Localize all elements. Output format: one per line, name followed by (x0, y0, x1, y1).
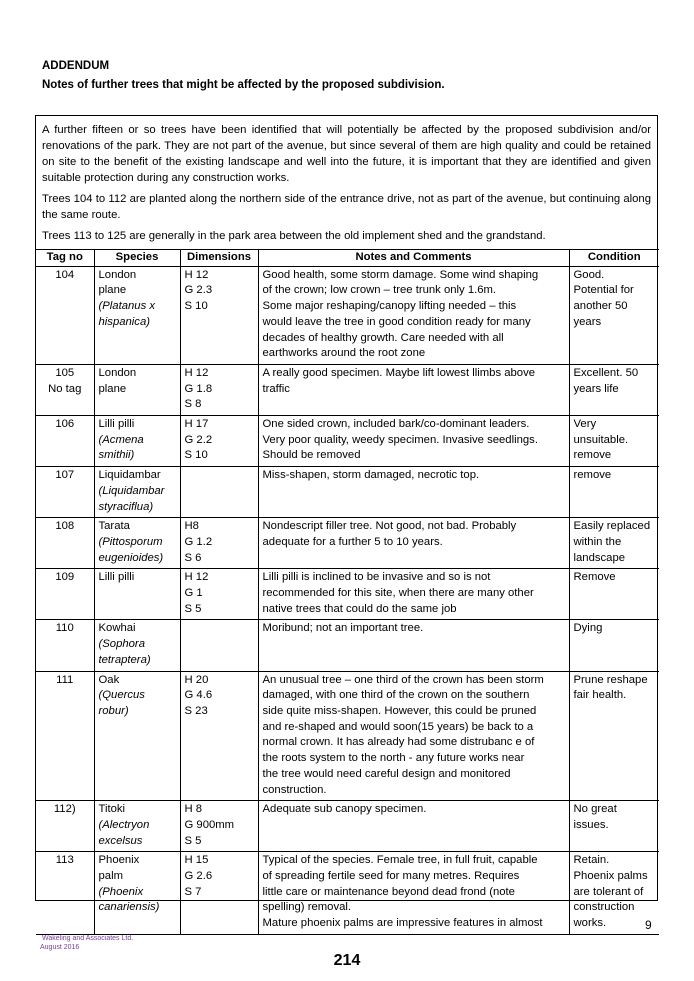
notes-cell (258, 518, 569, 569)
cell-line: of the crown; low crown – tree trunk only 1.6m. (262, 284, 497, 297)
cell-line: canariensis) (98, 901, 160, 914)
cell-line: S 23 (184, 704, 208, 717)
cell-line: Phoenix palms (573, 870, 648, 883)
footer-date: August 2016 (40, 944, 80, 951)
condition-cell (569, 620, 659, 671)
cell-line: Lilli pilli (98, 418, 135, 431)
cell-line: earthworks around the root zone (262, 347, 426, 360)
document-number: 214 (333, 952, 361, 969)
addendum-subtitle: Notes of further trees that might be affected by the proposed subdivision. (42, 79, 445, 91)
cell-line: smithii) (98, 449, 135, 462)
cell-line: Lilli pilli is inclined to be invasive and so is not (262, 571, 491, 584)
table-row (36, 416, 659, 467)
tag-cell (36, 620, 94, 671)
cell-line: 106 (55, 418, 75, 431)
tag-cell (36, 801, 94, 852)
header-species: Species (94, 250, 180, 267)
notes-cell (258, 852, 569, 935)
condition-cell (569, 416, 659, 467)
cell-line: G 1 (184, 587, 203, 600)
cell-line: Retain. (573, 854, 610, 867)
cell-line: S 7 (184, 885, 202, 898)
dimensions-cell (180, 620, 258, 671)
cell-line: 111 (56, 673, 74, 686)
notes-cell (258, 364, 569, 415)
notes-cell (258, 416, 569, 467)
cell-line: H 20 (184, 673, 209, 686)
tag-cell (36, 518, 94, 569)
cell-line: G 2.6 (184, 870, 213, 883)
intro-paragraph: Trees 113 to 125 are generally in the park area between the old implement shed and the grandstand. (42, 230, 546, 242)
notes-cell (258, 266, 569, 364)
cell-line: (Pittosporum (98, 535, 163, 548)
cell-line: G 4.6 (184, 689, 213, 702)
tag-cell (36, 852, 94, 935)
cell-line: side quite miss-shapen. However, this could be pruned (262, 704, 537, 717)
cell-line: fair health. (573, 689, 627, 702)
cell-line: remove (573, 449, 612, 462)
cell-line: plane (98, 284, 127, 297)
cell-line: Lilli pilli (98, 571, 135, 584)
cell-line: construction. (262, 783, 327, 796)
tag-cell (36, 266, 94, 364)
species-cell (94, 671, 180, 801)
cell-line: Excellent. 50 (573, 366, 639, 379)
dimensions-cell (180, 416, 258, 467)
cell-line: robur) (98, 704, 129, 717)
page-number: 9 (645, 918, 652, 932)
condition-cell (569, 467, 659, 518)
cell-line: No tag (48, 382, 82, 395)
species-cell (94, 266, 180, 364)
cell-line: 109 (55, 571, 75, 584)
cell-line: A really good specimen. Maybe lift lowest llimbs above (262, 366, 536, 379)
cell-line: Titoki (98, 803, 126, 816)
notes-cell (258, 671, 569, 801)
dimensions-cell (180, 569, 258, 620)
cell-line: recommended for this site, when there are many other (262, 587, 534, 600)
tag-cell (36, 671, 94, 801)
header-notes: Notes and Comments (258, 250, 569, 267)
cell-line: G 900mm (184, 818, 235, 831)
condition-cell (569, 518, 659, 569)
dimensions-cell (180, 671, 258, 801)
dimensions-cell (180, 801, 258, 852)
cell-line: 107 (55, 469, 75, 482)
cell-line: Typical of the species. Female tree, in full fruit, capable (262, 854, 538, 867)
cell-line: S 5 (184, 602, 202, 615)
cell-line: Some major reshaping/canopy lifting needed – this (262, 300, 517, 313)
intro-paragraph: A further fifteen or so trees have been identified that will potentially be affected by the proposed subdivision and/or renovations of the park. They are not part of the avenue, but since several of them are high quality and could be retained on site to the benefit of the existing landscape and well into the future, it is important that they are identified and given suitable protection during any construction works. (42, 124, 651, 184)
cell-line: Easily replaced (573, 520, 651, 533)
notes-cell (258, 467, 569, 518)
cell-line: (Alectryon (98, 818, 150, 831)
tree-table (36, 249, 659, 935)
cell-line: normal crown. It has already had some distrubanc e of (262, 736, 535, 749)
addendum-title: ADDENDUM (42, 60, 110, 72)
intro-text (36, 116, 657, 244)
cell-line: eugenioides) (98, 551, 164, 564)
cell-line: Tarata (98, 520, 130, 533)
notes-cell (258, 801, 569, 852)
cell-line: Adequate sub canopy specimen. (262, 803, 427, 816)
cell-line: styraciflua) (98, 500, 154, 513)
species-cell (94, 569, 180, 620)
cell-line: Phoenix (98, 854, 140, 867)
species-cell (94, 801, 180, 852)
table-row (36, 671, 659, 801)
tag-cell (36, 569, 94, 620)
cell-line: 105 (55, 366, 75, 379)
cell-line: H 17 (184, 418, 209, 431)
cell-line: hispanica) (98, 315, 150, 328)
cell-line: H 15 (184, 854, 209, 867)
cell-line: An unusual tree – one third of the crown has been storm (262, 673, 544, 686)
cell-line: would leave the tree in good condition ready for many (262, 315, 531, 328)
cell-line: Very poor quality, weedy specimen. Invasive seedlings. (262, 433, 538, 446)
cell-line: (Liquidambar (98, 484, 165, 497)
cell-line: H 12 (184, 366, 209, 379)
table-row (36, 569, 659, 620)
cell-line: (Acmena (98, 433, 144, 446)
intro-paragraph: Trees 104 to 112 are planted along the northern side of the entrance drive, not as part of the avenue, but continuing along the same route. (42, 193, 651, 221)
cell-line: S 5 (184, 834, 202, 847)
condition-cell (569, 671, 659, 801)
condition-cell (569, 569, 659, 620)
cell-line: spelling) removal. (262, 901, 352, 914)
cell-line: (Platanus x (98, 300, 156, 313)
table-row (36, 266, 659, 364)
cell-line: London (98, 366, 137, 379)
species-cell (94, 518, 180, 569)
table-header-row (36, 250, 659, 267)
cell-line: and re-shaped and would soon(15 years) be back to a (262, 720, 534, 733)
notes-cell (258, 569, 569, 620)
cell-line: Very (573, 418, 597, 431)
cell-line: 108 (55, 520, 75, 533)
cell-line: construction (573, 901, 635, 914)
cell-line: 112) (53, 803, 76, 816)
cell-line: Mature phoenix palms are impressive features in almost (262, 917, 543, 930)
table-row (36, 364, 659, 415)
condition-cell (569, 364, 659, 415)
cell-line: of spreading fertile seed for many metres. Requires (262, 870, 520, 883)
cell-line: G 2.2 (184, 433, 213, 446)
cell-line: years (573, 315, 602, 328)
cell-line: H 8 (184, 803, 203, 816)
cell-line: Miss-shapen, storm damaged, necrotic top. (262, 469, 480, 482)
table-row (36, 467, 659, 518)
cell-line: palm (98, 870, 123, 883)
species-cell (94, 620, 180, 671)
species-cell (94, 364, 180, 415)
cell-line: Good health, some storm damage. Some wind shaping (262, 268, 539, 281)
cell-line: issues. (573, 818, 609, 831)
cell-line: H8 (184, 520, 199, 533)
cell-line: traffic (262, 382, 290, 395)
dimensions-cell (180, 518, 258, 569)
cell-line: years life (573, 382, 619, 395)
cell-line: (Phoenix (98, 885, 144, 898)
dimensions-cell (180, 852, 258, 935)
table-row (36, 852, 659, 935)
cell-line: tetraptera) (98, 653, 151, 666)
cell-line: (Sophora (98, 638, 145, 651)
species-cell (94, 467, 180, 518)
notes-cell (258, 620, 569, 671)
cell-line: plane (98, 382, 127, 395)
cell-line: Oak (98, 673, 120, 686)
cell-line: landscape (573, 551, 626, 564)
cell-line: Prune reshape (573, 673, 648, 686)
cell-line: H 12 (184, 571, 209, 584)
condition-cell (569, 801, 659, 852)
cell-line: little care or maintenance beyond dead frond (note (262, 885, 515, 898)
cell-line: 113 (55, 854, 74, 867)
species-cell (94, 852, 180, 935)
cell-line: S 10 (184, 300, 208, 313)
cell-line: S 10 (184, 449, 208, 462)
cell-line: London (98, 268, 137, 281)
dimensions-cell (180, 364, 258, 415)
cell-line: the roots system to the north - any future works near (262, 752, 525, 765)
condition-cell (569, 266, 659, 364)
cell-line: One sided crown, included bark/co-dominant leaders. (262, 418, 530, 431)
footer-company: Wakeling and Associates Ltd. (42, 935, 134, 942)
cell-line: H 12 (184, 268, 209, 281)
cell-line: Moribund; not an important tree. (262, 622, 424, 635)
cell-line: G 2.3 (184, 284, 213, 297)
cell-line: Nondescript filler tree. Not good, not bad. Probably (262, 520, 517, 533)
cell-line: Kowhai (98, 622, 136, 635)
dimensions-cell (180, 467, 258, 518)
table-row (36, 620, 659, 671)
cell-line: Potential for (573, 284, 634, 297)
cell-line: adequate for a further 5 to 10 years. (262, 535, 443, 548)
table-row (36, 518, 659, 569)
cell-line: No great (573, 803, 617, 816)
cell-line: native trees that could do the same job (262, 602, 457, 615)
tag-cell (36, 364, 94, 415)
cell-line: 110 (55, 622, 74, 635)
cell-line: G 1.2 (184, 535, 213, 548)
cell-line: Should be removed (262, 449, 361, 462)
cell-line: damaged, with one third of the crown on the southern (262, 689, 530, 702)
cell-line: within the (573, 535, 622, 548)
cell-line: Remove (573, 571, 616, 584)
cell-line: Good. (573, 268, 605, 281)
header-dimensions: Dimensions (180, 250, 258, 267)
cell-line: S 8 (184, 398, 202, 411)
species-cell (94, 416, 180, 467)
addendum-box (35, 115, 658, 930)
dimensions-cell (180, 266, 258, 364)
cell-line: works. (573, 917, 607, 930)
header-tag-no: Tag no (36, 250, 94, 267)
cell-line: are tolerant of (573, 885, 644, 898)
table-row (36, 801, 659, 852)
cell-line: excelsus (98, 834, 143, 847)
tag-cell (36, 467, 94, 518)
cell-line: S 6 (184, 551, 202, 564)
cell-line: unsuitable. (573, 433, 629, 446)
cell-line: G 1.8 (184, 382, 213, 395)
cell-line: decades of healthy growth. Care needed with all (262, 331, 504, 344)
header-condition: Condition (569, 250, 659, 267)
cell-line: (Quercus (98, 689, 145, 702)
cell-line: Liquidambar (98, 469, 161, 482)
tag-cell (36, 416, 94, 467)
cell-line: Dying (573, 622, 603, 635)
cell-line: the tree would need careful design and monitored (262, 767, 511, 780)
cell-line: remove (573, 469, 612, 482)
cell-line: 104 (55, 268, 75, 281)
cell-line: another 50 (573, 300, 628, 313)
